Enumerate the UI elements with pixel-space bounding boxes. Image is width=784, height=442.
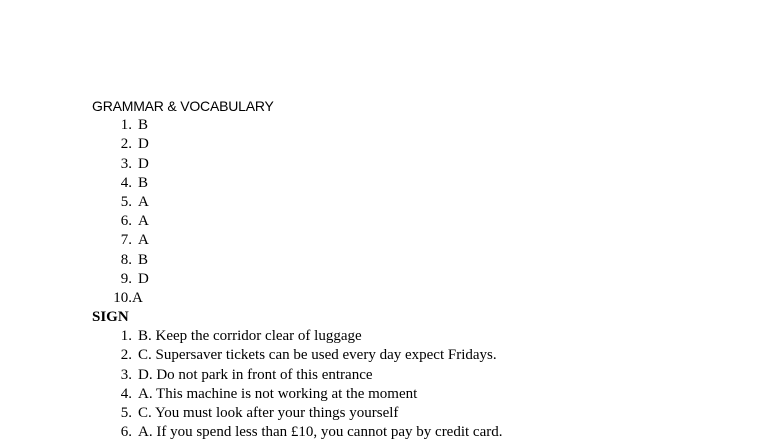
item-answer: B. Keep the corridor clear of luggage [138,328,362,345]
list-item [92,116,772,135]
item-number: 1. [120,117,132,134]
item-number: 10. [113,289,132,306]
list-item [92,270,772,289]
item-number: 3. [120,155,132,172]
item-answer: B [138,117,149,134]
list-item [92,366,772,385]
list-item [92,404,772,423]
item-answer: A [132,289,143,306]
item-answer: D [138,270,149,287]
item-number: 3. [120,366,132,383]
item-answer: A [138,213,149,230]
item-number: 6. [120,424,132,441]
item-answer: D. Do not park in front of this entrance [138,366,373,383]
item-number: 4. [120,385,132,402]
list-item [92,193,772,212]
section-heading-grammar-vocabulary: GRAMMAR & VOCABULARY [92,98,274,114]
item-answer: A [138,232,149,249]
list-item [92,289,772,308]
list-item [92,212,772,231]
item-answer: A [138,193,149,210]
list-item [92,174,772,193]
sign-answers [92,327,772,442]
item-number: 9. [120,270,132,287]
list-item [92,423,772,442]
list-item [92,155,772,174]
item-number: 4. [120,174,132,191]
item-number: 7. [120,232,132,249]
item-answer: B [138,251,149,268]
list-item [92,346,772,365]
item-number: 5. [120,193,132,210]
item-answer: A. If you spend less than £10, you cannot pay by credit card. [138,424,503,441]
item-answer: C. Supersaver tickets can be used every day expect Fridays. [138,347,497,364]
list-item [92,231,772,250]
item-number: 2. [120,347,132,364]
list-item [92,135,772,154]
item-answer: C. You must look after your things yourself [138,405,399,421]
list-item [92,385,772,404]
item-number: 5. [120,405,132,421]
item-number: 2. [120,136,132,153]
item-answer: B [138,174,149,191]
section-heading-sign: SIGN [92,309,129,326]
answer-key [92,97,772,442]
item-number: 8. [120,251,132,268]
list-item [92,327,772,346]
item-answer: A. This machine is not working at the moment [138,385,418,402]
item-number: 1. [120,328,132,345]
item-answer: D [138,155,149,172]
item-answer: D [138,136,149,153]
item-number: 6. [120,213,132,230]
list-item [92,251,772,270]
grammar-vocabulary-answers [92,116,772,308]
